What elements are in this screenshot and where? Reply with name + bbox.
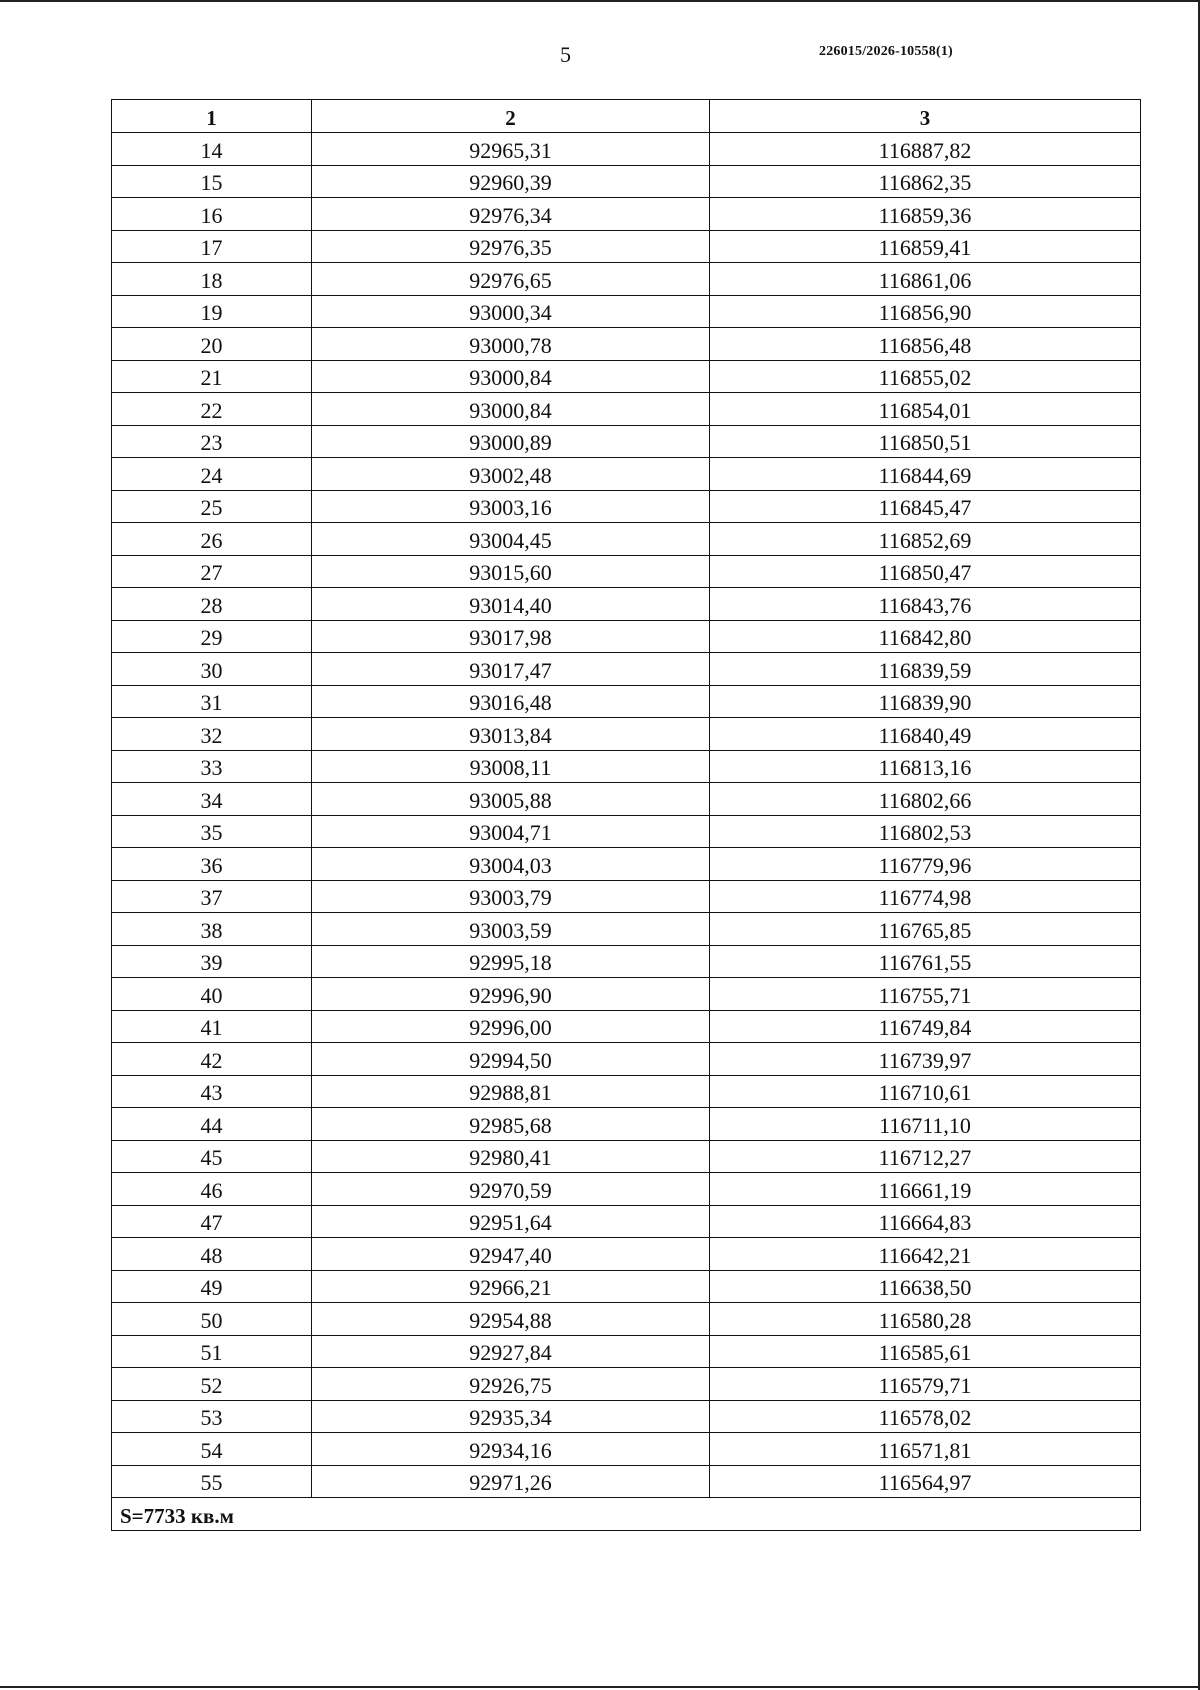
y-coordinate-cell: 116855,02 xyxy=(710,360,1141,393)
y-coordinate-cell: 116580,28 xyxy=(710,1303,1141,1336)
x-coordinate-cell: 93004,03 xyxy=(312,848,710,881)
x-coordinate-cell: 92976,65 xyxy=(312,263,710,296)
y-coordinate-cell: 116840,49 xyxy=(710,718,1141,751)
point-number-cell: 29 xyxy=(112,620,312,653)
point-number-cell: 30 xyxy=(112,653,312,686)
point-number-cell: 16 xyxy=(112,198,312,231)
x-coordinate-cell: 92934,16 xyxy=(312,1433,710,1466)
point-number-cell: 23 xyxy=(112,425,312,458)
y-coordinate-cell: 116779,96 xyxy=(710,848,1141,881)
x-coordinate-cell: 92971,26 xyxy=(312,1465,710,1498)
x-coordinate-cell: 93008,11 xyxy=(312,750,710,783)
y-coordinate-cell: 116761,55 xyxy=(710,945,1141,978)
y-coordinate-cell: 116850,51 xyxy=(710,425,1141,458)
point-number-cell: 36 xyxy=(112,848,312,881)
x-coordinate-cell: 93017,98 xyxy=(312,620,710,653)
point-number-cell: 18 xyxy=(112,263,312,296)
document-reference: 226015/2026-10558(1) xyxy=(819,44,953,59)
y-coordinate-cell: 116813,16 xyxy=(710,750,1141,783)
y-coordinate-cell: 116755,71 xyxy=(710,978,1141,1011)
x-coordinate-cell: 92996,00 xyxy=(312,1010,710,1043)
table-row xyxy=(112,360,1141,393)
y-coordinate-cell: 116861,06 xyxy=(710,263,1141,296)
point-number-cell: 35 xyxy=(112,815,312,848)
point-number-cell: 52 xyxy=(112,1368,312,1401)
point-number-cell: 44 xyxy=(112,1108,312,1141)
table-row xyxy=(112,1173,1141,1206)
x-coordinate-cell: 92995,18 xyxy=(312,945,710,978)
page-number: 5 xyxy=(560,42,571,67)
y-coordinate-cell: 116843,76 xyxy=(710,588,1141,621)
x-coordinate-cell: 93004,45 xyxy=(312,523,710,556)
y-coordinate-cell: 116887,82 xyxy=(710,133,1141,166)
column-header-3: 3 xyxy=(710,100,1141,133)
coordinates-table xyxy=(111,99,1141,1531)
point-number-cell: 32 xyxy=(112,718,312,751)
table-row xyxy=(112,588,1141,621)
y-coordinate-cell: 116859,36 xyxy=(710,198,1141,231)
x-coordinate-cell: 92966,21 xyxy=(312,1270,710,1303)
y-coordinate-cell: 116578,02 xyxy=(710,1400,1141,1433)
y-coordinate-cell: 116802,53 xyxy=(710,815,1141,848)
y-coordinate-cell: 116579,71 xyxy=(710,1368,1141,1401)
x-coordinate-cell: 93004,71 xyxy=(312,815,710,848)
y-coordinate-cell: 116571,81 xyxy=(710,1433,1141,1466)
table-row xyxy=(112,945,1141,978)
x-coordinate-cell: 92947,40 xyxy=(312,1238,710,1271)
table-row xyxy=(112,653,1141,686)
table-row xyxy=(112,1368,1141,1401)
table-row xyxy=(112,1335,1141,1368)
table-row xyxy=(112,1465,1141,1498)
y-coordinate-cell: 116710,61 xyxy=(710,1075,1141,1108)
y-coordinate-cell: 116802,66 xyxy=(710,783,1141,816)
x-coordinate-cell: 92927,84 xyxy=(312,1335,710,1368)
x-coordinate-cell: 92976,35 xyxy=(312,230,710,263)
y-coordinate-cell: 116854,01 xyxy=(710,393,1141,426)
y-coordinate-cell: 116642,21 xyxy=(710,1238,1141,1271)
table-row xyxy=(112,1303,1141,1336)
y-coordinate-cell: 116739,97 xyxy=(710,1043,1141,1076)
point-number-cell: 47 xyxy=(112,1205,312,1238)
table-row xyxy=(112,490,1141,523)
point-number-cell: 25 xyxy=(112,490,312,523)
point-number-cell: 39 xyxy=(112,945,312,978)
x-coordinate-cell: 92970,59 xyxy=(312,1173,710,1206)
point-number-cell: 48 xyxy=(112,1238,312,1271)
y-coordinate-cell: 116856,90 xyxy=(710,295,1141,328)
table-row xyxy=(112,848,1141,881)
point-number-cell: 54 xyxy=(112,1433,312,1466)
table-row xyxy=(112,718,1141,751)
point-number-cell: 28 xyxy=(112,588,312,621)
table-row xyxy=(112,1238,1141,1271)
x-coordinate-cell: 93003,16 xyxy=(312,490,710,523)
x-coordinate-cell: 92951,64 xyxy=(312,1205,710,1238)
table-row xyxy=(112,1108,1141,1141)
point-number-cell: 27 xyxy=(112,555,312,588)
y-coordinate-cell: 116844,69 xyxy=(710,458,1141,491)
y-coordinate-cell: 116774,98 xyxy=(710,880,1141,913)
point-number-cell: 24 xyxy=(112,458,312,491)
point-number-cell: 53 xyxy=(112,1400,312,1433)
table-row xyxy=(112,1010,1141,1043)
table-row xyxy=(112,263,1141,296)
x-coordinate-cell: 92980,41 xyxy=(312,1140,710,1173)
y-coordinate-cell: 116850,47 xyxy=(710,555,1141,588)
y-coordinate-cell: 116856,48 xyxy=(710,328,1141,361)
y-coordinate-cell: 116859,41 xyxy=(710,230,1141,263)
table-row xyxy=(112,198,1141,231)
area-total: S=7733 кв.м xyxy=(112,1498,1141,1531)
y-coordinate-cell: 116564,97 xyxy=(710,1465,1141,1498)
x-coordinate-cell: 93000,89 xyxy=(312,425,710,458)
x-coordinate-cell: 93000,34 xyxy=(312,295,710,328)
table-row xyxy=(112,230,1141,263)
table-row xyxy=(112,425,1141,458)
table-row xyxy=(112,1075,1141,1108)
x-coordinate-cell: 92988,81 xyxy=(312,1075,710,1108)
point-number-cell: 49 xyxy=(112,1270,312,1303)
y-coordinate-cell: 116661,19 xyxy=(710,1173,1141,1206)
point-number-cell: 31 xyxy=(112,685,312,718)
table-row xyxy=(112,393,1141,426)
table-row xyxy=(112,1205,1141,1238)
x-coordinate-cell: 92926,75 xyxy=(312,1368,710,1401)
table-row xyxy=(112,458,1141,491)
y-coordinate-cell: 116664,83 xyxy=(710,1205,1141,1238)
x-coordinate-cell: 93014,40 xyxy=(312,588,710,621)
table-row xyxy=(112,523,1141,556)
point-number-cell: 19 xyxy=(112,295,312,328)
column-header-2: 2 xyxy=(312,100,710,133)
point-number-cell: 41 xyxy=(112,1010,312,1043)
table-row xyxy=(112,978,1141,1011)
table-row xyxy=(112,555,1141,588)
table-row xyxy=(112,1140,1141,1173)
table-row xyxy=(112,880,1141,913)
point-number-cell: 17 xyxy=(112,230,312,263)
table-row xyxy=(112,133,1141,166)
table-row xyxy=(112,1043,1141,1076)
y-coordinate-cell: 116712,27 xyxy=(710,1140,1141,1173)
point-number-cell: 45 xyxy=(112,1140,312,1173)
point-number-cell: 42 xyxy=(112,1043,312,1076)
x-coordinate-cell: 93016,48 xyxy=(312,685,710,718)
table-row xyxy=(112,328,1141,361)
y-coordinate-cell: 116765,85 xyxy=(710,913,1141,946)
table-row xyxy=(112,750,1141,783)
x-coordinate-cell: 92976,34 xyxy=(312,198,710,231)
x-coordinate-cell: 92985,68 xyxy=(312,1108,710,1141)
table-row xyxy=(112,165,1141,198)
x-coordinate-cell: 92960,39 xyxy=(312,165,710,198)
table-header-row xyxy=(112,100,1141,133)
x-coordinate-cell: 93013,84 xyxy=(312,718,710,751)
point-number-cell: 20 xyxy=(112,328,312,361)
x-coordinate-cell: 93000,78 xyxy=(312,328,710,361)
x-coordinate-cell: 93003,59 xyxy=(312,913,710,946)
x-coordinate-cell: 93005,88 xyxy=(312,783,710,816)
point-number-cell: 34 xyxy=(112,783,312,816)
x-coordinate-cell: 93017,47 xyxy=(312,653,710,686)
x-coordinate-cell: 93000,84 xyxy=(312,393,710,426)
point-number-cell: 40 xyxy=(112,978,312,1011)
table-row xyxy=(112,1400,1141,1433)
y-coordinate-cell: 116839,90 xyxy=(710,685,1141,718)
table-row xyxy=(112,295,1141,328)
y-coordinate-cell: 116852,69 xyxy=(710,523,1141,556)
x-coordinate-cell: 92994,50 xyxy=(312,1043,710,1076)
table-row xyxy=(112,1270,1141,1303)
x-coordinate-cell: 92996,90 xyxy=(312,978,710,1011)
point-number-cell: 15 xyxy=(112,165,312,198)
column-header-1: 1 xyxy=(112,100,312,133)
point-number-cell: 22 xyxy=(112,393,312,426)
y-coordinate-cell: 116585,61 xyxy=(710,1335,1141,1368)
table-row xyxy=(112,620,1141,653)
x-coordinate-cell: 93003,79 xyxy=(312,880,710,913)
table-row xyxy=(112,913,1141,946)
y-coordinate-cell: 116845,47 xyxy=(710,490,1141,523)
y-coordinate-cell: 116749,84 xyxy=(710,1010,1141,1043)
point-number-cell: 38 xyxy=(112,913,312,946)
table-row xyxy=(112,815,1141,848)
area-row xyxy=(112,1498,1141,1531)
point-number-cell: 43 xyxy=(112,1075,312,1108)
scan-border-top xyxy=(0,0,1200,2)
y-coordinate-cell: 116638,50 xyxy=(710,1270,1141,1303)
point-number-cell: 55 xyxy=(112,1465,312,1498)
point-number-cell: 51 xyxy=(112,1335,312,1368)
x-coordinate-cell: 92935,34 xyxy=(312,1400,710,1433)
point-number-cell: 26 xyxy=(112,523,312,556)
y-coordinate-cell: 116862,35 xyxy=(710,165,1141,198)
point-number-cell: 50 xyxy=(112,1303,312,1336)
x-coordinate-cell: 93000,84 xyxy=(312,360,710,393)
point-number-cell: 14 xyxy=(112,133,312,166)
table-body xyxy=(112,133,1141,1498)
x-coordinate-cell: 92954,88 xyxy=(312,1303,710,1336)
table-row xyxy=(112,783,1141,816)
point-number-cell: 46 xyxy=(112,1173,312,1206)
point-number-cell: 21 xyxy=(112,360,312,393)
x-coordinate-cell: 93015,60 xyxy=(312,555,710,588)
scan-border-bottom xyxy=(0,1686,1200,1688)
x-coordinate-cell: 92965,31 xyxy=(312,133,710,166)
y-coordinate-cell: 116711,10 xyxy=(710,1108,1141,1141)
point-number-cell: 33 xyxy=(112,750,312,783)
y-coordinate-cell: 116839,59 xyxy=(710,653,1141,686)
x-coordinate-cell: 93002,48 xyxy=(312,458,710,491)
table-row xyxy=(112,685,1141,718)
point-number-cell: 37 xyxy=(112,880,312,913)
y-coordinate-cell: 116842,80 xyxy=(710,620,1141,653)
table-row xyxy=(112,1433,1141,1466)
